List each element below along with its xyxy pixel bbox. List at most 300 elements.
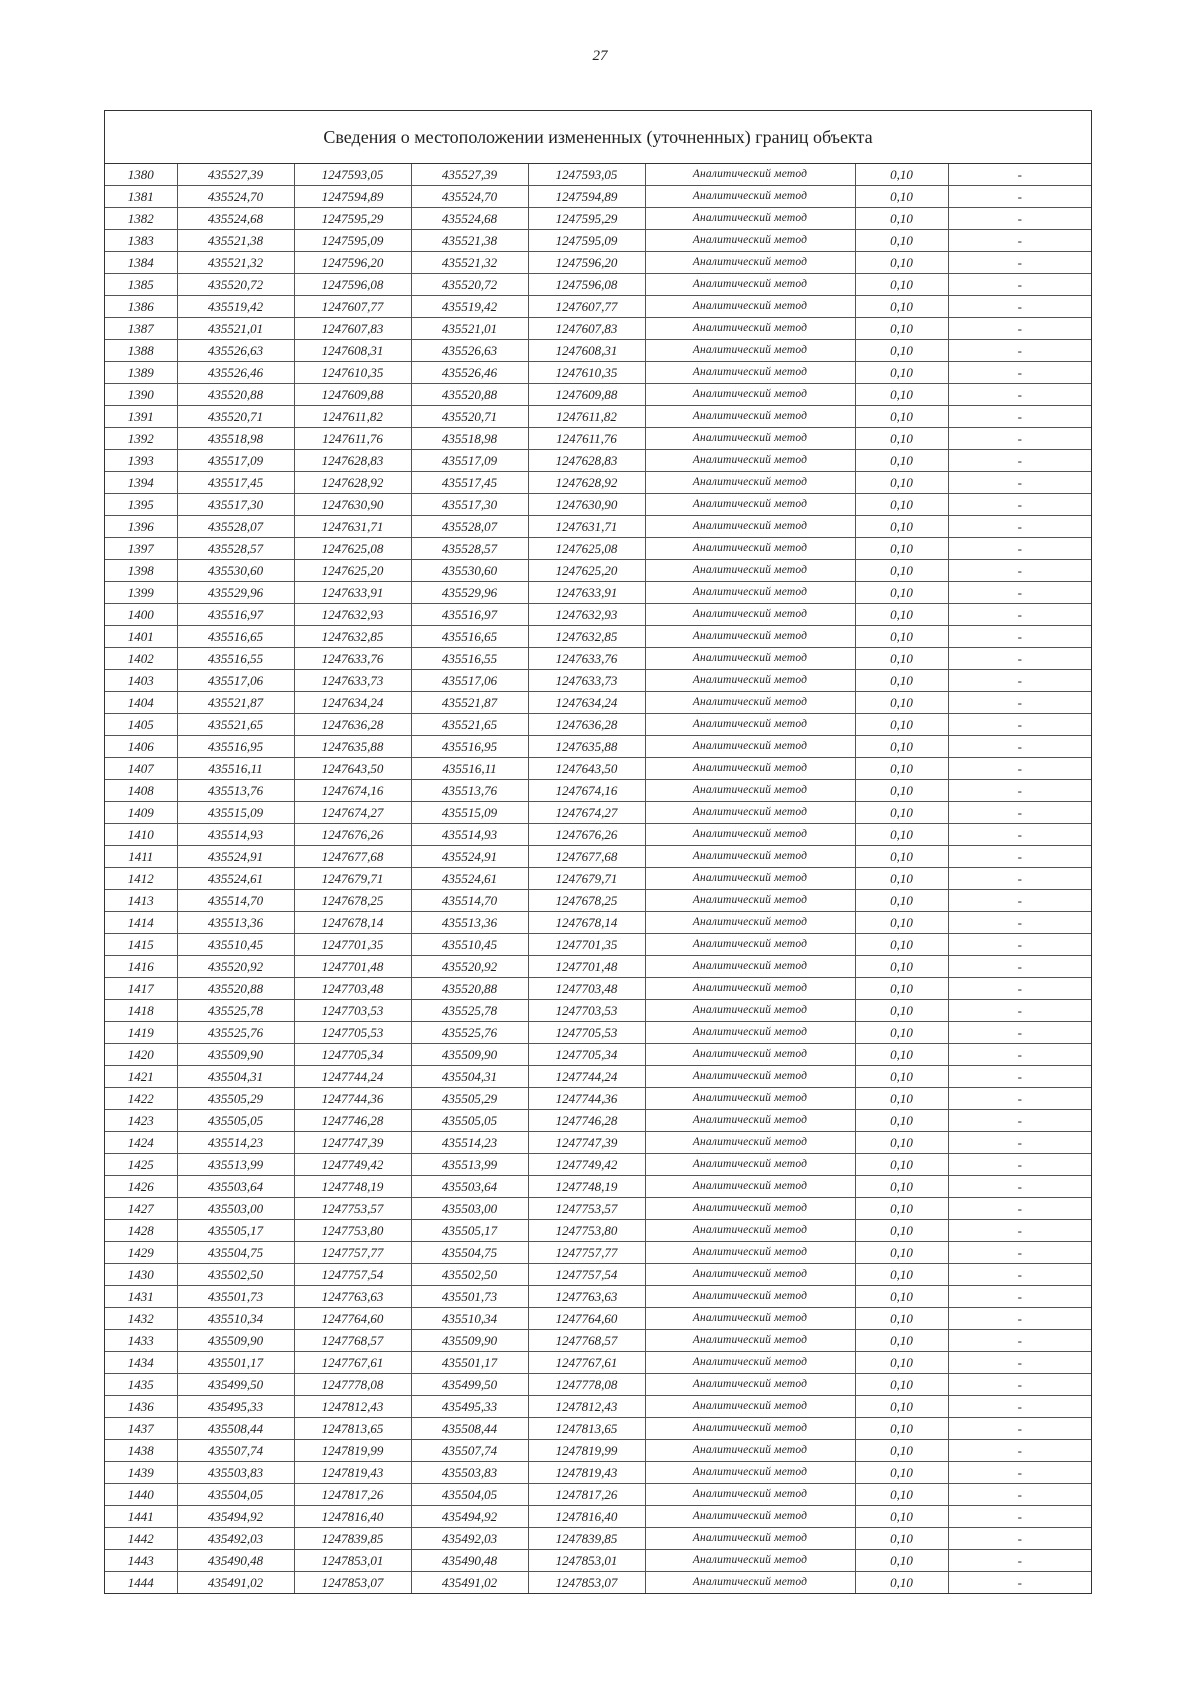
cell-description: -	[948, 824, 1091, 846]
cell-point-number: 1434	[105, 1352, 177, 1374]
cell-y-existing: 1247636,28	[294, 714, 411, 736]
cell-point-number: 1382	[105, 208, 177, 230]
cell-description: -	[948, 626, 1091, 648]
cell-accuracy: 0,10	[855, 296, 948, 318]
cell-point-number: 1422	[105, 1088, 177, 1110]
cell-x-new: 435505,05	[411, 1110, 528, 1132]
table-row	[105, 582, 1091, 604]
cell-y-new: 1247610,35	[528, 362, 645, 384]
cell-x-existing: 435503,00	[177, 1198, 294, 1220]
cell-x-new: 435510,34	[411, 1308, 528, 1330]
cell-y-existing: 1247607,83	[294, 318, 411, 340]
cell-y-existing: 1247611,76	[294, 428, 411, 450]
cell-point-number: 1389	[105, 362, 177, 384]
cell-x-existing: 435521,87	[177, 692, 294, 714]
cell-description: -	[948, 1110, 1091, 1132]
cell-description: -	[948, 1330, 1091, 1352]
document-table-frame	[104, 110, 1092, 1594]
cell-y-existing: 1247595,29	[294, 208, 411, 230]
cell-method: Аналитический метод	[645, 1352, 855, 1374]
cell-point-number: 1425	[105, 1154, 177, 1176]
cell-y-existing: 1247633,73	[294, 670, 411, 692]
cell-accuracy: 0,10	[855, 1484, 948, 1506]
cell-accuracy: 0,10	[855, 1154, 948, 1176]
cell-description: -	[948, 736, 1091, 758]
cell-point-number: 1409	[105, 802, 177, 824]
cell-method: Аналитический метод	[645, 340, 855, 362]
cell-description: -	[948, 1352, 1091, 1374]
cell-point-number: 1415	[105, 934, 177, 956]
cell-y-new: 1247753,80	[528, 1220, 645, 1242]
cell-accuracy: 0,10	[855, 1550, 948, 1572]
cell-y-new: 1247853,07	[528, 1572, 645, 1594]
cell-point-number: 1402	[105, 648, 177, 670]
cell-method: Аналитический метод	[645, 890, 855, 912]
cell-method: Аналитический метод	[645, 780, 855, 802]
cell-description: -	[948, 560, 1091, 582]
cell-point-number: 1392	[105, 428, 177, 450]
cell-accuracy: 0,10	[855, 648, 948, 670]
cell-x-new: 435520,92	[411, 956, 528, 978]
cell-y-new: 1247747,39	[528, 1132, 645, 1154]
table-row	[105, 1396, 1091, 1418]
cell-point-number: 1399	[105, 582, 177, 604]
cell-method: Аналитический метод	[645, 802, 855, 824]
cell-y-existing: 1247635,88	[294, 736, 411, 758]
cell-y-existing: 1247633,91	[294, 582, 411, 604]
cell-method: Аналитический метод	[645, 538, 855, 560]
cell-description: -	[948, 1286, 1091, 1308]
cell-method: Аналитический метод	[645, 1550, 855, 1572]
table-row	[105, 1374, 1091, 1396]
cell-point-number: 1431	[105, 1286, 177, 1308]
cell-y-existing: 1247812,43	[294, 1396, 411, 1418]
cell-y-existing: 1247678,14	[294, 912, 411, 934]
cell-method: Аналитический метод	[645, 1440, 855, 1462]
cell-description: -	[948, 296, 1091, 318]
cell-point-number: 1420	[105, 1044, 177, 1066]
cell-y-existing: 1247703,53	[294, 1000, 411, 1022]
cell-method: Аналитический метод	[645, 494, 855, 516]
cell-point-number: 1435	[105, 1374, 177, 1396]
cell-x-new: 435521,32	[411, 252, 528, 274]
cell-x-new: 435524,61	[411, 868, 528, 890]
table-row	[105, 692, 1091, 714]
cell-y-new: 1247676,26	[528, 824, 645, 846]
cell-accuracy: 0,10	[855, 516, 948, 538]
cell-description: -	[948, 472, 1091, 494]
cell-accuracy: 0,10	[855, 802, 948, 824]
cell-x-existing: 435530,60	[177, 560, 294, 582]
cell-y-new: 1247678,25	[528, 890, 645, 912]
cell-method: Аналитический метод	[645, 428, 855, 450]
table-row	[105, 164, 1091, 186]
cell-x-existing: 435516,55	[177, 648, 294, 670]
cell-method: Аналитический метод	[645, 1528, 855, 1550]
cell-point-number: 1414	[105, 912, 177, 934]
table-row	[105, 1066, 1091, 1088]
cell-x-existing: 435510,45	[177, 934, 294, 956]
cell-x-existing: 435524,68	[177, 208, 294, 230]
cell-x-new: 435519,42	[411, 296, 528, 318]
cell-method: Аналитический метод	[645, 472, 855, 494]
cell-y-new: 1247625,20	[528, 560, 645, 582]
cell-y-new: 1247839,85	[528, 1528, 645, 1550]
cell-x-existing: 435505,29	[177, 1088, 294, 1110]
cell-y-existing: 1247631,71	[294, 516, 411, 538]
cell-point-number: 1391	[105, 406, 177, 428]
cell-x-new: 435491,02	[411, 1572, 528, 1594]
table-row	[105, 296, 1091, 318]
cell-x-existing: 435528,57	[177, 538, 294, 560]
cell-accuracy: 0,10	[855, 230, 948, 252]
cell-accuracy: 0,10	[855, 450, 948, 472]
cell-method: Аналитический метод	[645, 1132, 855, 1154]
table-row	[105, 1352, 1091, 1374]
cell-x-new: 435516,11	[411, 758, 528, 780]
cell-accuracy: 0,10	[855, 1000, 948, 1022]
table-row	[105, 890, 1091, 912]
cell-point-number: 1436	[105, 1396, 177, 1418]
cell-x-new: 435514,93	[411, 824, 528, 846]
cell-x-existing: 435519,42	[177, 296, 294, 318]
cell-x-existing: 435525,76	[177, 1022, 294, 1044]
cell-x-new: 435517,45	[411, 472, 528, 494]
cell-x-existing: 435492,03	[177, 1528, 294, 1550]
cell-y-new: 1247749,42	[528, 1154, 645, 1176]
cell-x-existing: 435517,30	[177, 494, 294, 516]
table-row	[105, 494, 1091, 516]
cell-point-number: 1429	[105, 1242, 177, 1264]
cell-point-number: 1397	[105, 538, 177, 560]
cell-x-new: 435516,65	[411, 626, 528, 648]
cell-method: Аналитический метод	[645, 1374, 855, 1396]
cell-description: -	[948, 582, 1091, 604]
cell-x-new: 435509,90	[411, 1044, 528, 1066]
cell-y-new: 1247608,31	[528, 340, 645, 362]
cell-accuracy: 0,10	[855, 1110, 948, 1132]
cell-method: Аналитический метод	[645, 1198, 855, 1220]
table-row	[105, 714, 1091, 736]
cell-x-existing: 435514,70	[177, 890, 294, 912]
cell-y-new: 1247678,14	[528, 912, 645, 934]
cell-x-existing: 435501,73	[177, 1286, 294, 1308]
cell-y-new: 1247813,65	[528, 1418, 645, 1440]
cell-point-number: 1395	[105, 494, 177, 516]
cell-y-new: 1247643,50	[528, 758, 645, 780]
cell-point-number: 1383	[105, 230, 177, 252]
table-row	[105, 1418, 1091, 1440]
cell-y-existing: 1247705,34	[294, 1044, 411, 1066]
cell-accuracy: 0,10	[855, 758, 948, 780]
cell-x-existing: 435524,91	[177, 846, 294, 868]
cell-point-number: 1385	[105, 274, 177, 296]
cell-x-existing: 435504,75	[177, 1242, 294, 1264]
cell-y-existing: 1247678,25	[294, 890, 411, 912]
cell-x-existing: 435505,05	[177, 1110, 294, 1132]
cell-x-existing: 435524,61	[177, 868, 294, 890]
cell-y-existing: 1247705,53	[294, 1022, 411, 1044]
cell-method: Аналитический метод	[645, 1330, 855, 1352]
cell-x-new: 435524,70	[411, 186, 528, 208]
cell-x-existing: 435521,38	[177, 230, 294, 252]
cell-y-new: 1247812,43	[528, 1396, 645, 1418]
cell-method: Аналитический метод	[645, 1286, 855, 1308]
cell-x-existing: 435507,74	[177, 1440, 294, 1462]
cell-description: -	[948, 978, 1091, 1000]
cell-x-existing: 435516,11	[177, 758, 294, 780]
cell-x-new: 435513,99	[411, 1154, 528, 1176]
cell-description: -	[948, 1396, 1091, 1418]
table-row	[105, 318, 1091, 340]
table-row	[105, 340, 1091, 362]
cell-method: Аналитический метод	[645, 1066, 855, 1088]
cell-y-new: 1247767,61	[528, 1352, 645, 1374]
cell-y-existing: 1247757,54	[294, 1264, 411, 1286]
cell-point-number: 1390	[105, 384, 177, 406]
cell-point-number: 1430	[105, 1264, 177, 1286]
cell-description: -	[948, 406, 1091, 428]
cell-description: -	[948, 516, 1091, 538]
cell-x-existing: 435521,01	[177, 318, 294, 340]
cell-x-new: 435521,01	[411, 318, 528, 340]
cell-x-new: 435520,72	[411, 274, 528, 296]
cell-point-number: 1403	[105, 670, 177, 692]
cell-y-existing: 1247763,63	[294, 1286, 411, 1308]
cell-x-existing: 435491,02	[177, 1572, 294, 1594]
cell-accuracy: 0,10	[855, 714, 948, 736]
cell-point-number: 1393	[105, 450, 177, 472]
cell-accuracy: 0,10	[855, 164, 948, 186]
cell-description: -	[948, 428, 1091, 450]
cell-x-existing: 435516,95	[177, 736, 294, 758]
cell-method: Аналитический метод	[645, 450, 855, 472]
cell-accuracy: 0,10	[855, 318, 948, 340]
table-row	[105, 1176, 1091, 1198]
cell-y-existing: 1247625,08	[294, 538, 411, 560]
cell-description: -	[948, 1440, 1091, 1462]
table-row	[105, 1154, 1091, 1176]
cell-description: -	[948, 1418, 1091, 1440]
cell-x-existing: 435514,23	[177, 1132, 294, 1154]
cell-y-new: 1247817,26	[528, 1484, 645, 1506]
table-row	[105, 780, 1091, 802]
table-row	[105, 428, 1091, 450]
cell-y-new: 1247753,57	[528, 1198, 645, 1220]
cell-accuracy: 0,10	[855, 934, 948, 956]
cell-method: Аналитический метод	[645, 1264, 855, 1286]
cell-x-existing: 435520,92	[177, 956, 294, 978]
cell-x-new: 435503,64	[411, 1176, 528, 1198]
cell-y-existing: 1247607,77	[294, 296, 411, 318]
cell-description: -	[948, 1462, 1091, 1484]
table-row	[105, 626, 1091, 648]
cell-accuracy: 0,10	[855, 538, 948, 560]
cell-y-existing: 1247609,88	[294, 384, 411, 406]
cell-y-new: 1247611,82	[528, 406, 645, 428]
cell-x-new: 435503,00	[411, 1198, 528, 1220]
cell-point-number: 1444	[105, 1572, 177, 1594]
cell-point-number: 1408	[105, 780, 177, 802]
cell-y-existing: 1247701,35	[294, 934, 411, 956]
cell-description: -	[948, 1066, 1091, 1088]
cell-point-number: 1388	[105, 340, 177, 362]
cell-description: -	[1017, 1575, 1022, 1590]
cell-y-new: 1247677,68	[528, 846, 645, 868]
cell-y-new: 1247674,27	[528, 802, 645, 824]
cell-accuracy: 0,10	[855, 1462, 948, 1484]
cell-method: Аналитический метод	[645, 1000, 855, 1022]
table-row	[105, 516, 1091, 538]
cell-point-number: 1384	[105, 252, 177, 274]
table-row	[105, 736, 1091, 758]
cell-x-new: 435503,83	[411, 1462, 528, 1484]
cell-accuracy: 0,10	[855, 560, 948, 582]
cell-y-existing: 1247747,39	[294, 1132, 411, 1154]
cell-y-existing: 1247611,82	[294, 406, 411, 428]
cell-method: Аналитический метод	[645, 296, 855, 318]
cell-description: -	[948, 208, 1091, 230]
cell-y-existing: 1247703,48	[294, 978, 411, 1000]
cell-x-new: 435499,50	[411, 1374, 528, 1396]
cell-x-existing: 435516,97	[177, 604, 294, 626]
cell-x-existing: 435513,99	[177, 1154, 294, 1176]
cell-method: Аналитический метод	[645, 164, 855, 186]
cell-description: -	[948, 1044, 1091, 1066]
cell-y-new: 1247757,54	[528, 1264, 645, 1286]
cell-description: -	[948, 1154, 1091, 1176]
cell-y-existing: 1247676,26	[294, 824, 411, 846]
cell-method: Аналитический метод	[645, 824, 855, 846]
table-row	[105, 758, 1091, 780]
cell-y-new: 1247701,35	[528, 934, 645, 956]
cell-description: -	[948, 956, 1091, 978]
cell-y-existing: 1247813,65	[294, 1418, 411, 1440]
cell-method: Аналитический метод	[645, 1088, 855, 1110]
table-row	[105, 1440, 1091, 1462]
cell-point-number: 1428	[105, 1220, 177, 1242]
cell-method: Аналитический метод	[645, 1110, 855, 1132]
cell-description: -	[948, 1484, 1091, 1506]
cell-description: -	[948, 912, 1091, 934]
cell-method: Аналитический метод	[645, 208, 855, 230]
cell-x-new: 435525,78	[411, 1000, 528, 1022]
table-row	[105, 450, 1091, 472]
cell-point-number: 1423	[105, 1110, 177, 1132]
cell-x-existing: 435516,65	[177, 626, 294, 648]
cell-x-new: 435517,06	[411, 670, 528, 692]
cell-x-new: 435507,74	[411, 1440, 528, 1462]
cell-y-existing: 1247778,08	[294, 1374, 411, 1396]
cell-x-new: 435504,31	[411, 1066, 528, 1088]
cell-x-existing: 435499,50	[177, 1374, 294, 1396]
cell-accuracy: 0,10	[855, 1352, 948, 1374]
cell-accuracy: 0,10	[855, 1176, 948, 1198]
cell-y-new: 1247632,93	[528, 604, 645, 626]
cell-accuracy: 0,10	[855, 1440, 948, 1462]
cell-y-existing: 1247677,68	[294, 846, 411, 868]
cell-x-existing: 435504,31	[177, 1066, 294, 1088]
cell-method: Аналитический метод	[645, 626, 855, 648]
cell-point-number: 1438	[105, 1440, 177, 1462]
cell-x-new: 435529,96	[411, 582, 528, 604]
cell-y-new: 1247607,83	[528, 318, 645, 340]
cell-accuracy: 0,10	[855, 1506, 948, 1528]
table-row	[105, 362, 1091, 384]
cell-accuracy: 0,10	[855, 1572, 948, 1594]
cell-accuracy: 0,10	[855, 868, 948, 890]
cell-y-new: 1247768,57	[528, 1330, 645, 1352]
cell-accuracy: 0,10	[855, 208, 948, 230]
cell-x-existing: 435526,46	[177, 362, 294, 384]
cell-accuracy: 0,10	[855, 384, 948, 406]
table-row	[105, 1110, 1091, 1132]
cell-description: -	[948, 846, 1091, 868]
cell-point-number: 1386	[105, 296, 177, 318]
cell-method: Аналитический метод	[645, 516, 855, 538]
cell-description: -	[948, 868, 1091, 890]
table-row	[105, 1550, 1091, 1572]
table-row	[105, 1242, 1091, 1264]
cell-method: Аналитический метод	[645, 1396, 855, 1418]
cell-x-existing: 435528,07	[177, 516, 294, 538]
cell-method: Аналитический метод	[645, 1572, 855, 1594]
cell-x-new: 435524,68	[411, 208, 528, 230]
table-row	[105, 406, 1091, 428]
cell-y-existing: 1247593,05	[294, 164, 411, 186]
cell-x-existing: 435505,17	[177, 1220, 294, 1242]
cell-method: Аналитический метод	[645, 758, 855, 780]
cell-y-existing: 1247767,61	[294, 1352, 411, 1374]
table-row	[105, 1220, 1091, 1242]
cell-description: -	[948, 1220, 1091, 1242]
cell-method: Аналитический метод	[645, 186, 855, 208]
cell-y-new: 1247628,83	[528, 450, 645, 472]
cell-point-number: 1440	[105, 1484, 177, 1506]
table-row	[105, 978, 1091, 1000]
table-row	[105, 472, 1091, 494]
cell-y-existing: 1247819,99	[294, 1440, 411, 1462]
cell-x-existing: 435521,32	[177, 252, 294, 274]
cell-y-new: 1247674,16	[528, 780, 645, 802]
cell-x-existing: 435517,09	[177, 450, 294, 472]
cell-x-new: 435505,17	[411, 1220, 528, 1242]
cell-method: Аналитический метод	[645, 604, 855, 626]
cell-accuracy: 0,10	[855, 472, 948, 494]
cell-accuracy: 0,10	[855, 1132, 948, 1154]
cell-point-number: 1443	[105, 1550, 177, 1572]
cell-y-existing: 1247744,24	[294, 1066, 411, 1088]
cell-y-existing: 1247634,24	[294, 692, 411, 714]
cell-x-existing: 435517,06	[177, 670, 294, 692]
table-row	[105, 1572, 1091, 1594]
cell-y-new: 1247819,99	[528, 1440, 645, 1462]
cell-y-new: 1247764,60	[528, 1308, 645, 1330]
cell-x-new: 435525,76	[411, 1022, 528, 1044]
cell-method: Аналитический метод	[645, 252, 855, 274]
cell-accuracy: 0,10	[855, 340, 948, 362]
cell-accuracy: 0,10	[855, 846, 948, 868]
cell-method: Аналитический метод	[645, 714, 855, 736]
cell-x-existing: 435529,96	[177, 582, 294, 604]
cell-description: -	[948, 318, 1091, 340]
cell-description: -	[948, 714, 1091, 736]
cell-point-number: 1418	[105, 1000, 177, 1022]
cell-y-new: 1247633,91	[528, 582, 645, 604]
cell-x-new: 435495,33	[411, 1396, 528, 1418]
cell-x-existing: 435526,63	[177, 340, 294, 362]
cell-point-number: 1406	[105, 736, 177, 758]
